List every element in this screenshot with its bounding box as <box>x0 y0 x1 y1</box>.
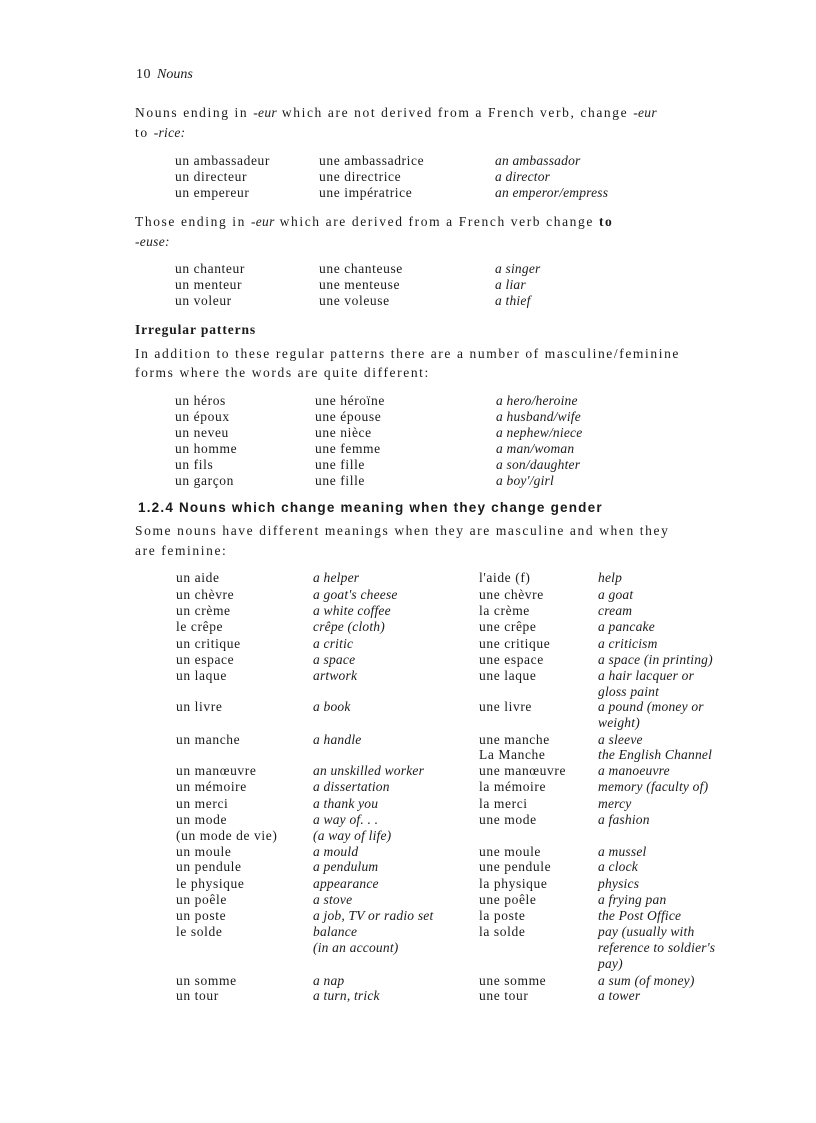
feminine-form: une menteuse <box>319 277 401 292</box>
masculine-noun: un aide <box>176 570 220 585</box>
masculine-meaning: a stove <box>313 892 353 907</box>
feminine-meaning: a mussel <box>598 844 647 859</box>
masculine-noun: un crème <box>176 603 231 618</box>
suffix: -euse: <box>135 234 170 249</box>
paragraph-eur-euse-line2 <box>135 232 170 251</box>
feminine-meaning: a pound (money or <box>598 699 704 714</box>
feminine-noun: la crème <box>479 603 530 618</box>
english-translation: an ambassador <box>495 153 581 168</box>
suffix: -eur <box>633 105 657 120</box>
running-head <box>136 67 193 83</box>
masculine-noun: un mémoire <box>176 779 247 794</box>
masculine-noun: un manœuvre <box>176 763 257 778</box>
masculine-noun: un chèvre <box>176 587 235 602</box>
feminine-noun: une livre <box>479 699 533 714</box>
masculine-meaning: an unskilled worker <box>313 763 425 778</box>
feminine-meaning: help <box>598 570 623 585</box>
feminine-noun: une critique <box>479 636 551 651</box>
feminine-noun: la merci <box>479 796 528 811</box>
feminine-form: une héroïne <box>315 393 385 408</box>
masculine-meaning: a job, TV or radio set <box>313 908 434 923</box>
masculine-form: un héros <box>175 393 226 408</box>
feminine-form: une épouse <box>315 409 382 424</box>
feminine-meaning: memory (faculty of) <box>598 779 709 794</box>
feminine-noun: une crêpe <box>479 619 537 634</box>
heading-irregular-patterns: Irregular patterns <box>135 322 257 337</box>
paragraph-eur-rice-line2 <box>135 123 185 142</box>
feminine-meaning: a hair lacquer or <box>598 668 695 683</box>
english-translation: a nephew/niece <box>496 425 583 440</box>
masculine-noun: un poêle <box>176 892 227 907</box>
paragraph-meaning-line1: Some nouns have different meanings when they are masculine and when they <box>135 523 670 538</box>
feminine-form: une chanteuse <box>319 261 403 276</box>
feminine-noun: une manche <box>479 732 550 747</box>
masculine-meaning: crêpe (cloth) <box>313 619 385 634</box>
feminine-meaning: a sum (of money) <box>598 973 695 988</box>
feminine-noun: une mode <box>479 812 537 827</box>
masculine-noun: un moule <box>176 844 232 859</box>
masculine-noun: un manche <box>176 732 241 747</box>
feminine-noun: une poêle <box>479 892 537 907</box>
masculine-meaning: a pendulum <box>313 859 379 874</box>
feminine-noun: une espace <box>479 652 544 667</box>
english-translation: a husband/wife <box>496 409 581 424</box>
feminine-meaning: a criticism <box>598 636 658 651</box>
masculine-form: un époux <box>175 409 230 424</box>
masculine-noun: un tour <box>176 988 219 1003</box>
masculine-meaning: a goat's cheese <box>313 587 398 602</box>
suffix: -eur <box>250 214 275 229</box>
text: Those ending in <box>135 214 251 229</box>
english-translation: a singer <box>495 261 541 276</box>
text: which are derived from a French verb change <box>274 214 599 229</box>
feminine-meaning: pay) <box>598 956 623 971</box>
masculine-noun: un poste <box>176 908 227 923</box>
paragraph-eur-rice-line1 <box>135 103 657 122</box>
masculine-meaning: balance <box>313 924 358 939</box>
feminine-meaning: the Post Office <box>598 908 682 923</box>
masculine-meaning: a thank you <box>313 796 379 811</box>
masculine-form: un empereur <box>175 185 250 200</box>
masculine-meaning: a turn, trick <box>313 988 380 1003</box>
feminine-noun: la solde <box>479 924 526 939</box>
feminine-noun: une pendule <box>479 859 552 874</box>
masculine-meaning: (in an account) <box>313 940 399 955</box>
feminine-form: une femme <box>315 441 381 456</box>
masculine-meaning: a book <box>313 699 351 714</box>
english-translation: a thief <box>495 293 531 308</box>
feminine-meaning: pay (usually with <box>598 924 695 939</box>
feminine-form: une voleuse <box>319 293 390 308</box>
suffix: -eur <box>253 105 277 120</box>
masculine-form: un ambassadeur <box>175 153 270 168</box>
feminine-meaning: a sleeve <box>598 732 643 747</box>
english-translation: a son/daughter <box>496 457 581 472</box>
feminine-noun: une somme <box>479 973 547 988</box>
feminine-meaning: a clock <box>598 859 639 874</box>
masculine-meaning: appearance <box>313 876 379 891</box>
feminine-form: une nièce <box>315 425 372 440</box>
masculine-meaning: a way of. . . <box>313 812 379 827</box>
masculine-meaning: a white coffee <box>313 603 391 618</box>
feminine-meaning: cream <box>598 603 633 618</box>
suffix: -rice: <box>153 125 186 140</box>
feminine-noun: la mémoire <box>479 779 547 794</box>
masculine-meaning: artwork <box>313 668 358 683</box>
masculine-meaning: a critic <box>313 636 354 651</box>
feminine-noun: une manœuvre <box>479 763 567 778</box>
feminine-noun: une laque <box>479 668 537 683</box>
feminine-meaning: a goat <box>598 587 634 602</box>
page-number: 10 <box>136 67 151 82</box>
feminine-meaning: gloss paint <box>598 684 660 699</box>
masculine-noun: un critique <box>176 636 241 651</box>
text: to <box>135 125 149 140</box>
feminine-meaning: a pancake <box>598 619 655 634</box>
feminine-meaning: reference to soldier's <box>598 940 716 955</box>
masculine-meaning: a mould <box>313 844 359 859</box>
paragraph-irregular-line2: forms where the words are quite different: <box>135 365 430 380</box>
masculine-meaning: a helper <box>313 570 360 585</box>
feminine-noun: une moule <box>479 844 542 859</box>
english-translation: a director <box>495 169 551 184</box>
feminine-meaning: a space (in printing) <box>598 652 713 667</box>
english-translation: a man/woman <box>496 441 575 456</box>
feminine-form: une ambassadrice <box>319 153 425 168</box>
masculine-noun: un livre <box>176 699 223 714</box>
masculine-form: un menteur <box>175 277 243 292</box>
masculine-meaning: a space <box>313 652 356 667</box>
feminine-meaning: a manoeuvre <box>598 763 670 778</box>
masculine-form: un chanteur <box>175 261 245 276</box>
feminine-noun: la physique <box>479 876 548 891</box>
masculine-noun: un pendule <box>176 859 242 874</box>
paragraph-irregular-line1: In addition to these regular patterns there are a number of masculine/feminine <box>135 346 681 361</box>
feminine-meaning: physics <box>598 876 640 891</box>
masculine-noun: le crêpe <box>176 619 224 634</box>
feminine-noun: la poste <box>479 908 526 923</box>
feminine-noun: La Manche <box>479 747 546 762</box>
text: which are not derived from a French verb, change <box>276 105 634 120</box>
masculine-noun: le solde <box>176 924 223 939</box>
masculine-noun: un somme <box>176 973 237 988</box>
feminine-meaning: a tower <box>598 988 641 1003</box>
masculine-meaning: (a way of life) <box>313 828 392 843</box>
english-translation: a boy'/girl <box>496 473 554 488</box>
feminine-meaning: mercy <box>598 796 632 811</box>
feminine-form: une fille <box>315 473 366 488</box>
section-title: Nouns <box>157 67 193 82</box>
paragraph-eur-euse-line1 <box>135 212 613 231</box>
feminine-noun: l'aide (f) <box>479 570 531 585</box>
english-translation: a hero/heroine <box>496 393 578 408</box>
feminine-form: une impératrice <box>319 185 413 200</box>
masculine-form: un homme <box>175 441 238 456</box>
feminine-noun: une tour <box>479 988 529 1003</box>
masculine-noun: un laque <box>176 668 227 683</box>
feminine-form: une directrice <box>319 169 402 184</box>
feminine-form: une fille <box>315 457 366 472</box>
bold-word: to <box>598 214 614 229</box>
feminine-meaning: a frying pan <box>598 892 667 907</box>
masculine-noun: un espace <box>176 652 235 667</box>
masculine-form: un directeur <box>175 169 248 184</box>
masculine-form: un fils <box>175 457 214 472</box>
english-translation: an emperor/empress <box>495 185 609 200</box>
masculine-noun: le physique <box>176 876 245 891</box>
masculine-noun: un mode <box>176 812 228 827</box>
masculine-meaning: a dissertation <box>313 779 390 794</box>
masculine-noun: (un mode de vie) <box>176 828 278 843</box>
masculine-meaning: a nap <box>313 973 345 988</box>
feminine-meaning: weight) <box>598 715 640 730</box>
feminine-meaning: a fashion <box>598 812 650 827</box>
masculine-form: un voleur <box>175 293 232 308</box>
feminine-meaning: the English Channel <box>598 747 713 762</box>
feminine-noun: une chèvre <box>479 587 544 602</box>
masculine-meaning: a handle <box>313 732 362 747</box>
english-translation: a liar <box>495 277 526 292</box>
section-heading-1-2-4: 1.2.4 Nouns which change meaning when they change gender <box>138 500 603 515</box>
paragraph-meaning-line2: are feminine: <box>135 543 228 558</box>
masculine-form: un garçon <box>175 473 235 488</box>
text: Nouns ending in <box>135 105 254 120</box>
masculine-noun: un merci <box>176 796 229 811</box>
masculine-form: un neveu <box>175 425 229 440</box>
